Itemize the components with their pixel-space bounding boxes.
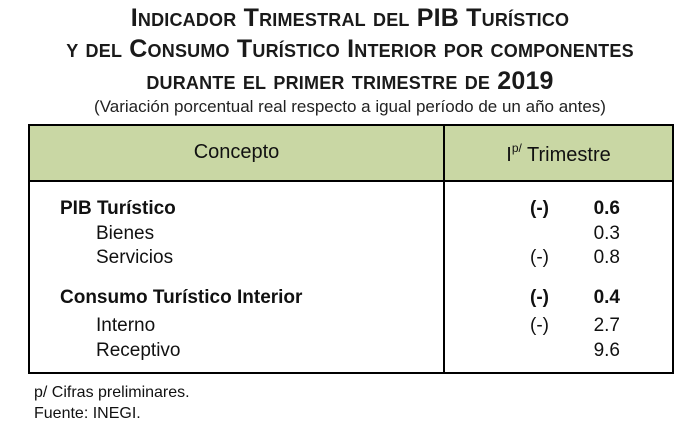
row-value: 9.6 bbox=[593, 340, 620, 361]
row-neg-sign: (-) bbox=[530, 315, 549, 336]
row-value: 2.7 bbox=[593, 315, 620, 336]
subtitle: (Variación porcentual real respecto a igual período de un año antes) bbox=[94, 97, 606, 116]
row-label: Bienes bbox=[96, 223, 155, 244]
row-label: Consumo Turístico Interior bbox=[60, 287, 303, 308]
footnote-source: Fuente: INEGI. bbox=[34, 405, 141, 422]
row-value: 0.8 bbox=[593, 247, 620, 268]
data-table bbox=[28, 124, 674, 374]
header-trimestre-suffix: Trimestre bbox=[521, 144, 611, 166]
row-value: 0.4 bbox=[593, 287, 620, 308]
row-label: Interno bbox=[96, 315, 156, 336]
table-row bbox=[30, 198, 672, 222]
title-line-1: Indicador Trimestral del PIB Turístico bbox=[130, 4, 570, 32]
header-trimestre-prefix: I bbox=[506, 144, 512, 166]
table-row bbox=[30, 223, 672, 247]
row-neg-sign: (-) bbox=[530, 198, 549, 219]
table-header bbox=[30, 126, 672, 182]
table-row bbox=[30, 247, 672, 271]
title-line-3: durante el primer trimestre de 2019 bbox=[146, 67, 554, 95]
row-label: Servicios bbox=[96, 247, 174, 268]
row-label: Receptivo bbox=[96, 340, 181, 361]
row-value: 0.3 bbox=[593, 223, 620, 244]
header-concepto: Concepto bbox=[193, 141, 280, 163]
header-trimestre-sup: p/ bbox=[511, 141, 522, 155]
footnote-preliminary: p/ Cifras preliminares. bbox=[34, 384, 190, 401]
table-row bbox=[30, 287, 672, 311]
table-row bbox=[30, 340, 672, 364]
header-trimestre bbox=[445, 141, 672, 167]
title-line-2: y del Consumo Turístico Interior por componentes bbox=[66, 35, 634, 63]
row-neg-sign: (-) bbox=[530, 287, 549, 308]
row-value: 0.6 bbox=[593, 198, 620, 219]
row-label: PIB Turístico bbox=[60, 198, 176, 219]
table-row bbox=[30, 315, 672, 339]
row-neg-sign: (-) bbox=[530, 247, 549, 268]
